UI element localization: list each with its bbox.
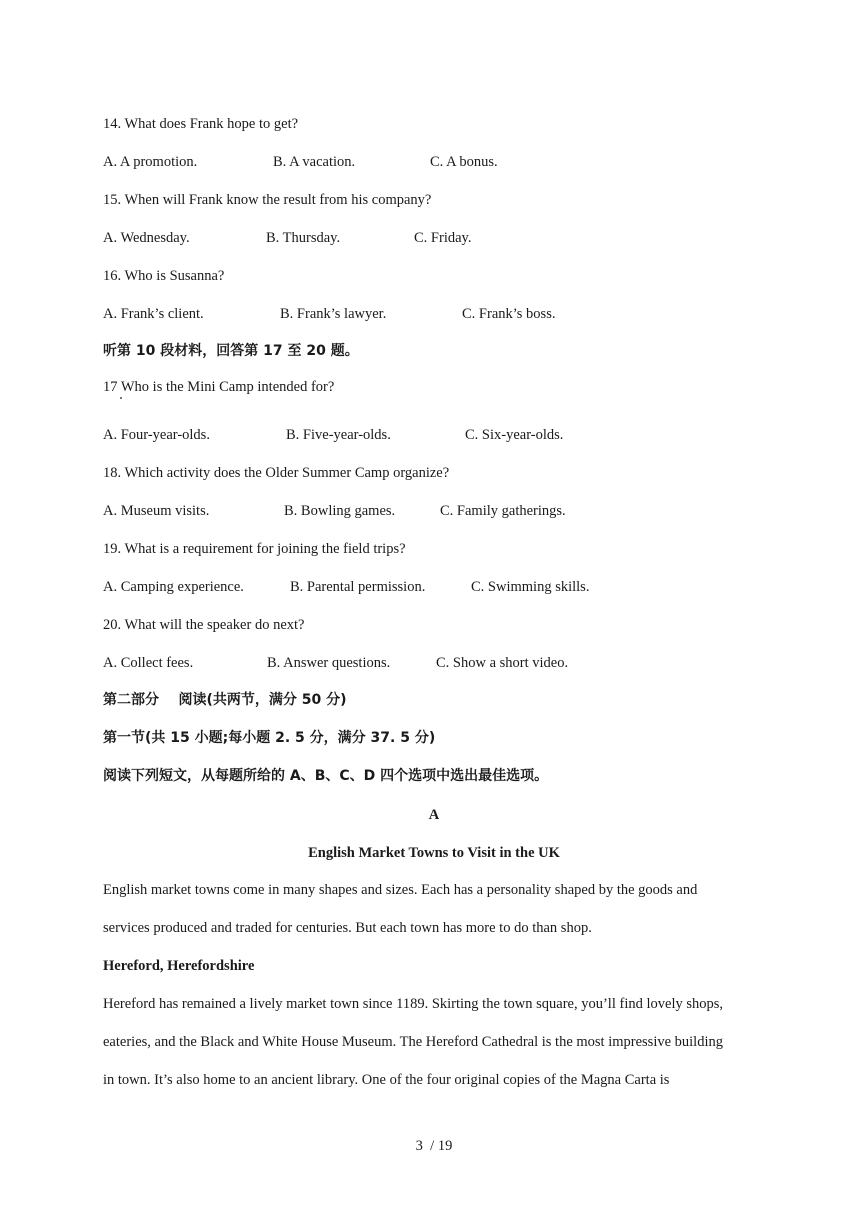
passage-letter: A <box>428 807 440 823</box>
passage-body-line: eateries, and the Black and White House Museum. The Hereford Cathedral is the most impressive building <box>103 1034 723 1050</box>
option-b: B. Frank’s lawyer. <box>280 306 387 322</box>
stray-mark <box>120 397 122 399</box>
option-a: A. Frank’s client. <box>103 306 204 322</box>
option-a: A. Museum visits. <box>103 503 210 519</box>
option-b: B. Parental permission. <box>290 579 426 595</box>
option-c: C. Family gatherings. <box>440 503 566 519</box>
question-14: 14. What does Frank hope to get? <box>103 116 299 132</box>
option-c: C. A bonus. <box>430 154 498 170</box>
section-instruction-10: 听第 10 段材料，回答第 17 至 20 题。 <box>103 343 359 359</box>
option-a: A. Wednesday. <box>103 230 190 246</box>
option-c: C. Friday. <box>414 230 472 246</box>
question-16: 16. Who is Susanna? <box>103 268 225 284</box>
section1-heading: 第一节(共 15 小题;每小题 2. 5 分，满分 37. 5 分) <box>103 730 436 746</box>
option-c: C. Show a short video. <box>436 655 569 671</box>
option-a: A. Collect fees. <box>103 655 194 671</box>
option-c: C. Six-year-olds. <box>465 427 564 443</box>
option-c: C. Swimming skills. <box>471 579 590 595</box>
option-b: B. A vacation. <box>273 154 356 170</box>
reading-instruction: 阅读下列短文，从每题所给的 A、B、C、D 四个选项中选出最佳选项。 <box>103 768 549 784</box>
option-a: A. A promotion. <box>103 154 198 170</box>
question-18: 18. Which activity does the Older Summer Camp organize? <box>103 465 450 481</box>
option-b: B. Answer questions. <box>267 655 391 671</box>
question-15: 15. When will Frank know the result from his company? <box>103 192 432 208</box>
passage-subheading: Hereford, Herefordshire <box>103 958 255 974</box>
option-b: B. Thursday. <box>266 230 341 246</box>
option-c: C. Frank’s boss. <box>462 306 556 322</box>
option-a: A. Four-year-olds. <box>103 427 210 443</box>
option-a: A. Camping experience. <box>103 579 244 595</box>
option-b: B. Bowling games. <box>284 503 396 519</box>
question-20: 20. What will the speaker do next? <box>103 617 305 633</box>
question-19: 19. What is a requirement for joining the field trips? <box>103 541 406 557</box>
passage-intro-line: services produced and traded for centuries. But each town has more to do than shop. <box>103 920 592 936</box>
question-17: 17 Who is the Mini Camp intended for? <box>103 379 335 395</box>
page-number: 3 / 19 <box>415 1138 453 1154</box>
option-b: B. Five-year-olds. <box>286 427 391 443</box>
part2-heading: 第二部分 阅读(共两节，满分 50 分) <box>103 692 347 708</box>
passage-body-line: in town. It’s also home to an ancient library. One of the four original copies of the Magna Carta is <box>103 1072 670 1088</box>
passage-body-line: Hereford has remained a lively market town since 1189. Skirting the town square, you’ll find lovely shops, <box>103 996 724 1012</box>
passage-title: English Market Towns to Visit in the UK <box>308 845 560 861</box>
passage-intro-line: English market towns come in many shapes and sizes. Each has a personality shaped by the goods and <box>103 882 698 898</box>
